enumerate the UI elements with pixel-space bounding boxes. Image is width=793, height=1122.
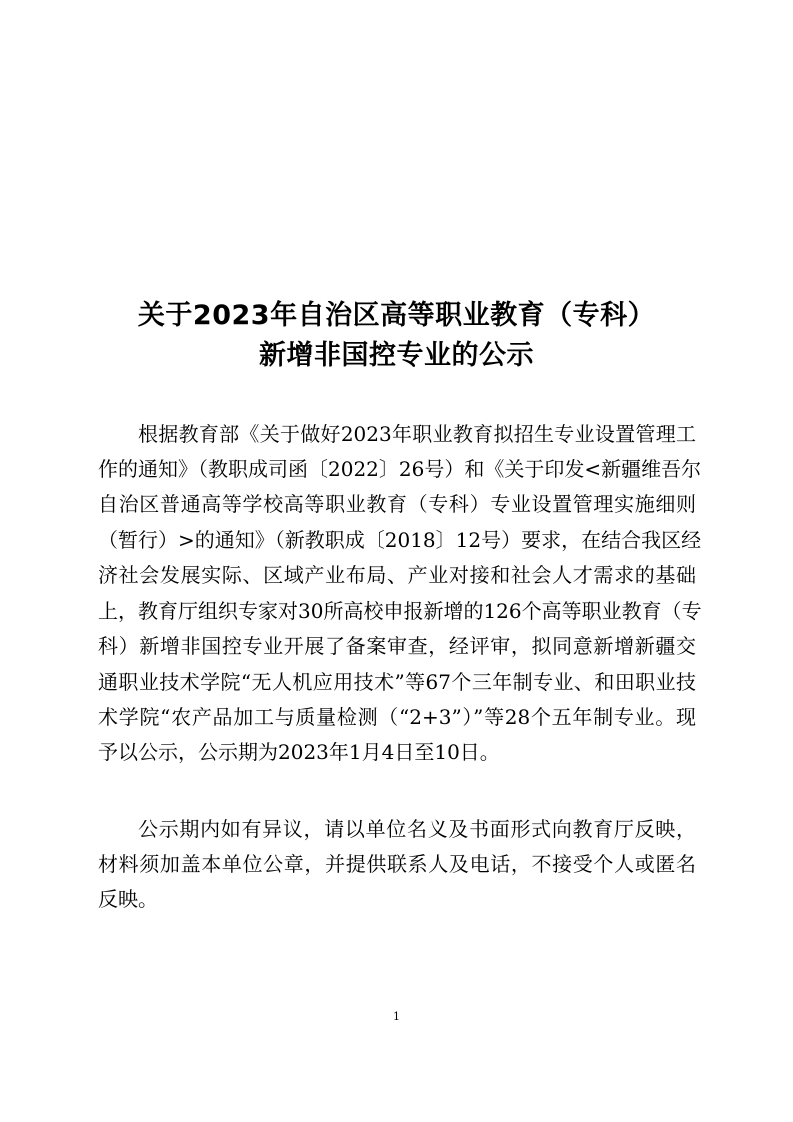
paragraph-1-line-2: 作的通知》（教职成司函〔2022〕26号）和《关于印发<新疆维吾尔 <box>98 457 702 481</box>
paragraph-2-line-1: 公示期内如有异议，请以单位名义及书面形式向教育厅反映， <box>138 817 696 841</box>
paragraph-1-line-10: 予以公示，公示期为2023年1月4日至10日。 <box>98 740 500 764</box>
paragraph-1-line-6: 上，教育厅组织专家对30所高校申报新增的126个高等职业教育（专 <box>98 599 702 623</box>
page-number: 1 <box>393 1010 400 1023</box>
paragraph-1-line-5: 济社会发展实际、区域产业布局、产业对接和社会人才需求的基础 <box>98 563 696 587</box>
paragraph-1-line-1: 根据教育部《关于做好2023年职业教育拟招生专业设置管理工 <box>138 422 696 446</box>
paragraph-1-line-4: （暂行）>的通知》（新教职成〔2018〕12号）要求，在结合我区经 <box>98 528 702 552</box>
paragraph-1-line-3: 自治区普通高等学校高等职业教育（专科）专业设置管理实施细则 <box>98 492 696 516</box>
document-title-line-1: 关于2023年自治区高等职业教育（专科） <box>137 300 656 331</box>
paragraph-1-line-7: 科）新增非国控专业开展了备案审查，经评审，拟同意新增新疆交 <box>98 634 696 658</box>
paragraph-1-line-9: 术学院“农产品加工与质量检测（“2+3”）”等28个五年制专业。现 <box>98 705 696 729</box>
paragraph-1-line-8: 通职业技术学院“无人机应用技术”等67个三年制专业、和田职业技 <box>98 670 696 694</box>
document-title-line-2: 新增非国控专业的公示 <box>259 340 534 371</box>
paragraph-2-line-2: 材料须加盖本单位公章，并提供联系人及电话，不接受个人或匿名 <box>98 852 696 876</box>
paragraph-2-line-3: 反映。 <box>98 887 158 911</box>
